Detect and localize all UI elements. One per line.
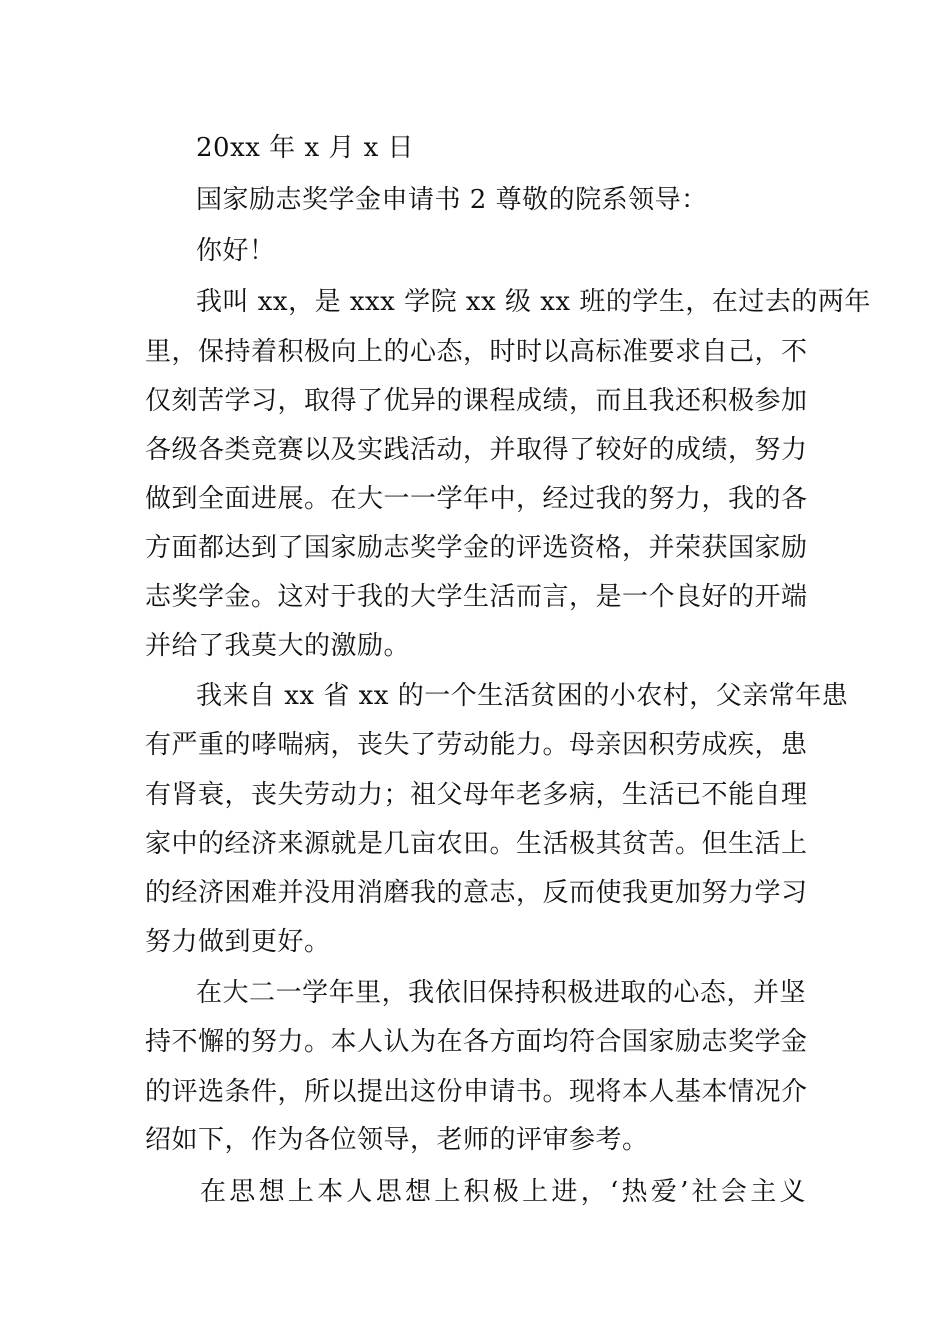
paragraph-2-line: 我来自 xx 省 xx 的一个生活贫困的小农村，父亲常年患 (196, 681, 849, 711)
paragraph-1-line: 并给了我莫大的激励。 (145, 631, 411, 661)
paragraph-3-line: 的评选条件，所以提出这份申请书。现将本人基本情况介 (145, 1077, 808, 1107)
paragraph-2-line: 的经济困难并没用消磨我的意志，反而使我更加努力学习 (145, 878, 808, 908)
paragraph-2-line: 努力做到更好。 (145, 927, 331, 957)
greeting-line: 你好！ (196, 236, 276, 266)
paragraph-1-line: 志奖学金。这对于我的大学生活而言，是一个良好的开端 (145, 582, 808, 612)
paragraph-1-line: 里，保持着积极向上的心态，时时以高标准要求自己，不 (145, 337, 808, 367)
paragraph-3-line: 在大二一学年里，我依旧保持积极进取的心态，并坚 (196, 978, 806, 1008)
paragraph-1-line: 做到全面进展。在大一一学年中，经过我的努力，我的各 (145, 484, 808, 514)
paragraph-1-line: 各级各类竞赛以及实践活动，并取得了较好的成绩，努力 (145, 435, 808, 465)
paragraph-2-line: 有肾衰，丧失劳动力；祖父母年老多病，生活已不能自理 (145, 780, 808, 810)
paragraph-4-line: 在思想上本人思想上积极上进，‘热爱’社会主义 (200, 1177, 806, 1207)
paragraph-1-line: 仅刻苦学习，取得了优异的课程成绩，而且我还积极参加 (145, 386, 808, 416)
paragraph-2-line: 有严重的哮喘病，丧失了劳动能力。母亲因积劳成疾，患 (145, 730, 808, 760)
heading-line: 国家励志奖学金申请书 2 尊敬的院系领导： (196, 185, 708, 215)
paragraph-1-line: 方面都达到了国家励志奖学金的评选资格，并荣获国家励 (145, 533, 808, 563)
paragraph-3-line: 持不懈的努力。本人认为在各方面均符合国家励志奖学金 (145, 1027, 808, 1057)
paragraph-3-line: 绍如下，作为各位领导，老师的评审参考。 (145, 1125, 649, 1155)
date-line: 20xx 年 x 月 x 日 (196, 133, 415, 163)
paragraph-2-line: 家中的经济来源就是几亩农田。生活极其贫苦。但生活上 (145, 829, 808, 859)
paragraph-1-line: 我叫 xx，是 xxx 学院 xx 级 xx 班的学生，在过去的两年 (196, 287, 871, 317)
